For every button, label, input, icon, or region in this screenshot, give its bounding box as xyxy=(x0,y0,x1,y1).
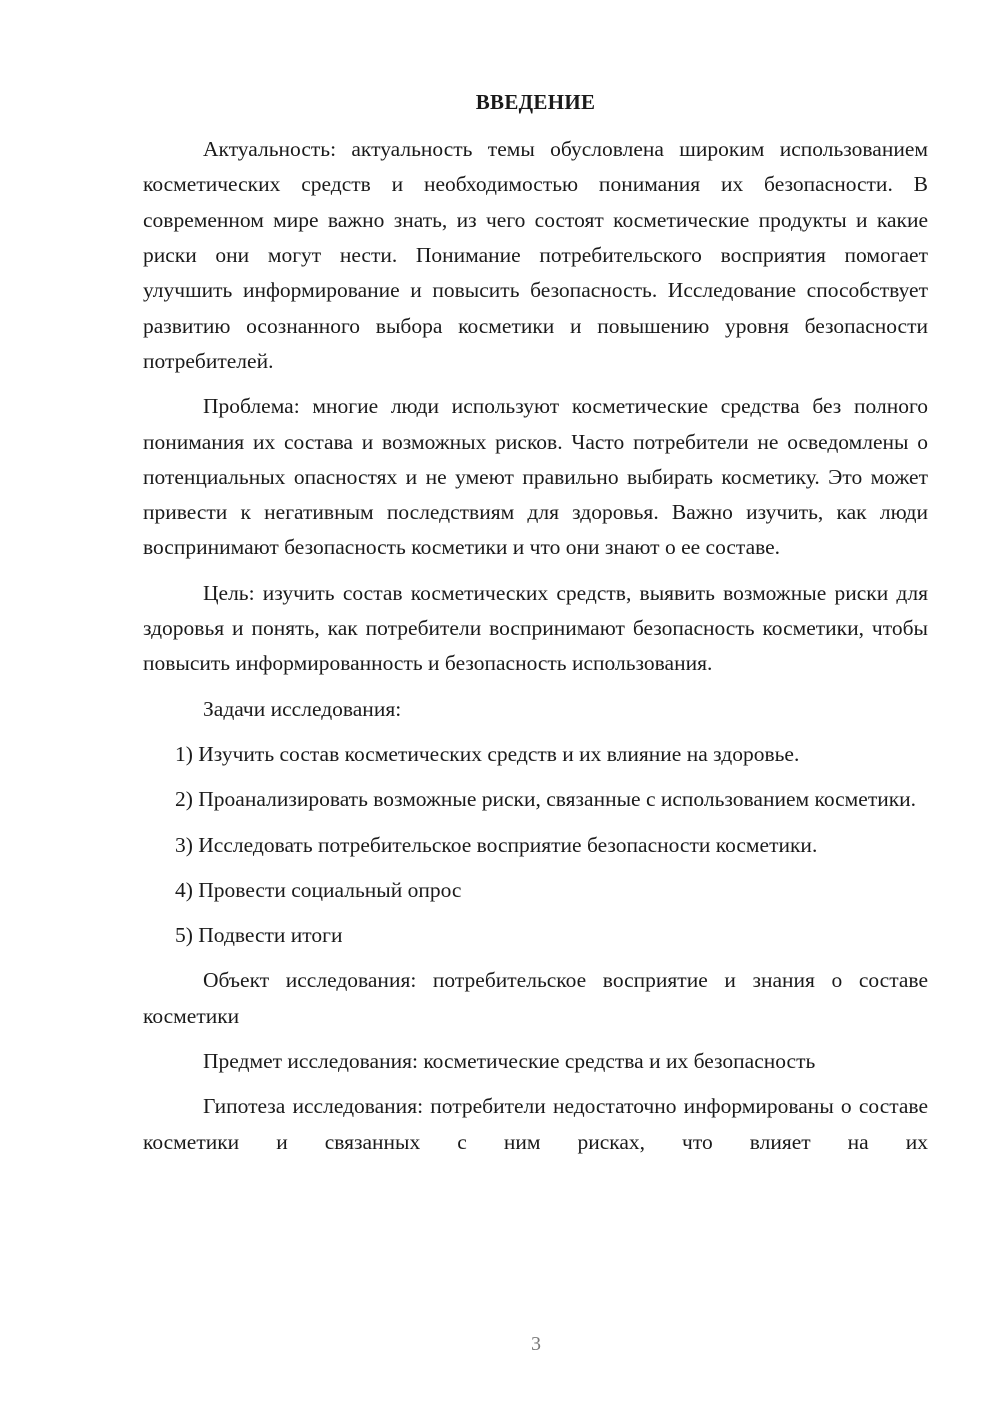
paragraph-relevance: Актуальность: актуальность темы обусловлена широким использованием косметических средств и необходимостью понимания их безопасности. В современном мире важно знать, из чего состоят косметические продукты и какие риски они могут нести. Понимание потребительского восприятия помогает улучшить информирование и повысить безопасность. Исследование способствует развитию осознанного выбора косметики и повышению уровня безопасности потребителей. xyxy=(143,137,928,373)
paragraph-goal: Цель: изучить состав косметических средств, выявить возможные риски для здоровья и понять, как потребители воспринимают безопасность косметики, чтобы повысить информированность и безопасность использования. xyxy=(143,580,928,676)
task-item-1: 1) Изучить состав косметических средств и их влияние на здоровье. xyxy=(175,741,800,766)
paragraph-subject: Предмет исследования: косметические средства и их безопасность xyxy=(203,1049,816,1074)
document-page xyxy=(143,90,928,1170)
tasks-title: Задачи исследования: xyxy=(203,696,402,721)
task-item-4: 4) Провести социальный опрос xyxy=(175,877,462,902)
paragraph-problem: Проблема: многие люди используют косметические средства без полного понимания их состава и возможных рисков. Часто потребители не осведомлены о потенциальных опасностях и не умеют правильно выбирать косметику. Это может привести к негативным последствиям для здоровья. Важно изучить, как люди воспринимают безопасность косметики и что они знают о ее составе. xyxy=(143,394,928,560)
paragraph-hypothesis: Гипотеза исследования: потребители недостаточно информированы о составе косметики и связанных с ним рисках, что влияет на их xyxy=(143,1094,928,1154)
task-item-3: 3) Исследовать потребительское восприятие безопасности косметики. xyxy=(175,832,818,857)
task-item-2: 2) Проанализировать возможные риски, связанные с использованием косметики. xyxy=(175,787,917,812)
page-number: 3 xyxy=(531,1333,541,1355)
section-heading: ВВЕДЕНИЕ xyxy=(475,90,596,114)
task-item-5: 5) Подвести итоги xyxy=(175,923,343,948)
paragraph-object: Объект исследования: потребительское восприятие и знания о составе косметики xyxy=(143,968,928,1028)
